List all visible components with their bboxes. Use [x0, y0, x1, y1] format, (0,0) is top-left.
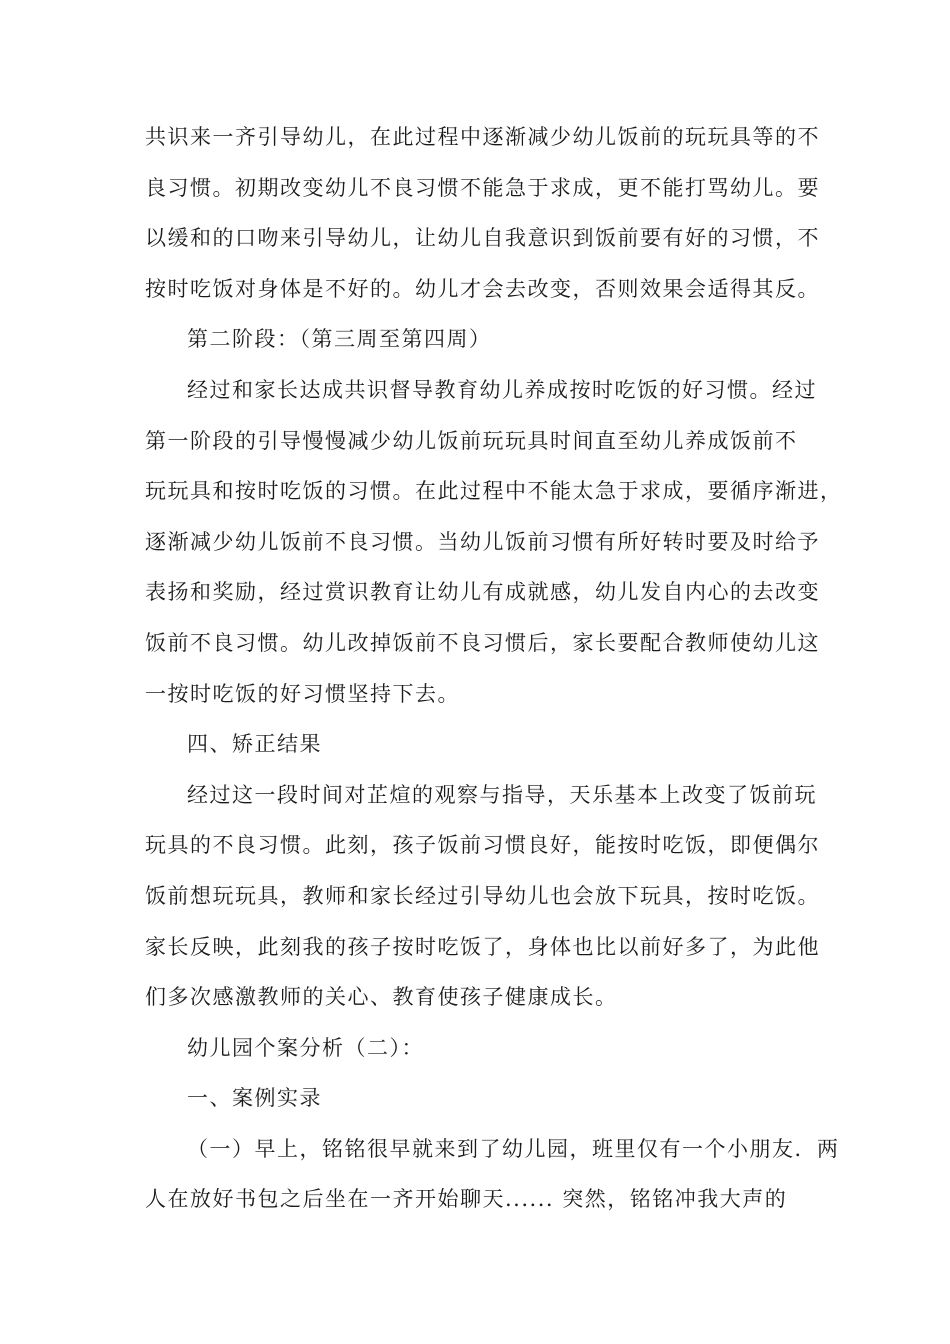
text-line: 经过这一段时间对芷煊的观察与指导，天乐基本上改变了饭前玩 [187, 782, 817, 807]
text-line: 逐渐减少幼儿饭前不良习惯。当幼儿饭前习惯有所好转时要及时给予 [145, 529, 820, 554]
text-line: 玩具的不良习惯。此刻，孩子饭前习惯良好，能按时吃饭，即便偶尔 [145, 833, 820, 858]
text-line: 第二阶段：（第三周至第四周） [187, 327, 492, 352]
paragraph [145, 365, 843, 719]
text-line: （一）早上，铭铭很早就来到了幼儿园，班里仅有一个小朋友．两 [187, 1136, 840, 1161]
document-body [145, 112, 843, 1225]
paragraph [145, 1124, 840, 1225]
text-line: 玩玩具和按时吃饭的习惯。在此过程中不能太急于求成，要循序渐进， [145, 479, 843, 504]
text-line: 表扬和奖励，经过赏识教育让幼儿有成就感，幼儿发自内心的去改变 [145, 580, 820, 605]
text-line: 们多次感激教师的关心、教育使孩子健康成长。 [145, 985, 618, 1010]
paragraph [145, 1073, 810, 1124]
paragraph [145, 719, 810, 770]
text-line: 家长反映，此刻我的孩子按时吃饭了，身体也比以前好多了，为此他 [145, 934, 820, 959]
paragraph [145, 112, 820, 314]
text-line: 经过和家长达成共识督导教育幼儿养成按时吃饭的好习惯。经过 [187, 377, 817, 402]
text-line: 第一阶段的引导慢慢减少幼儿饭前玩玩具时间直至幼儿养成饭前不 [145, 428, 798, 453]
text-line: 幼儿园个案分析（二）： [187, 1035, 424, 1060]
text-line: 按时吃饭对身体是不好的。幼儿才会去改变，否则效果会适得其反。 [145, 276, 820, 301]
text-line: 良习惯。初期改变幼儿不良习惯不能急于求成，更不能打骂幼儿。要 [145, 175, 820, 200]
paragraph [145, 770, 820, 1023]
paragraph [145, 314, 810, 365]
paragraph [145, 1023, 810, 1074]
text-line: 饭前想玩玩具，教师和家长经过引导幼儿也会放下玩具，按时吃饭。 [145, 883, 820, 908]
text-line: 一、案例实录 [187, 1086, 322, 1111]
text-line: 以缓和的口吻来引导幼儿，让幼儿自我意识到饭前要有好的习惯，不 [145, 226, 820, 251]
text-line: 饭前不良习惯。幼儿改掉饭前不良习惯后，家长要配合教师使幼儿这 [145, 630, 820, 655]
text-line: 人在放好书包之后坐在一齐开始聊天...... 突然，铭铭冲我大声的 [145, 1187, 788, 1212]
text-line: 共识来一齐引导幼儿，在此过程中逐渐减少幼儿饭前的玩玩具等的不 [145, 125, 820, 149]
text-line: 一按时吃饭的好习惯坚持下去。 [145, 681, 460, 706]
text-line: 四、矫正结果 [187, 732, 322, 757]
